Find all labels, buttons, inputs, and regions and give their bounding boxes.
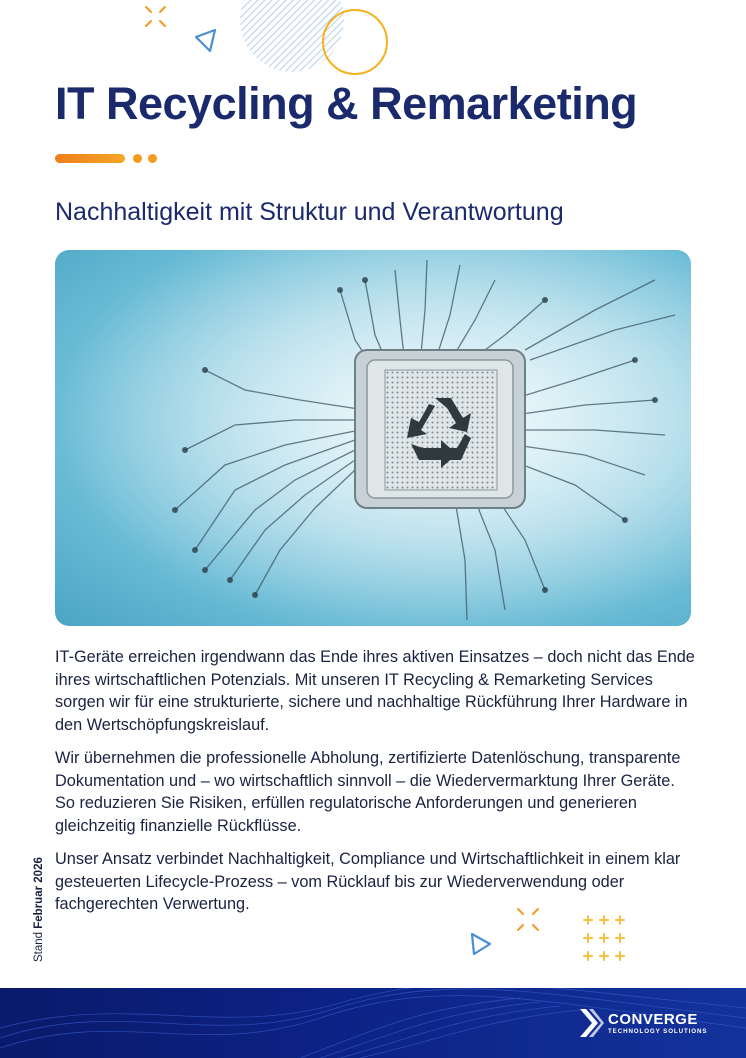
decorative-shapes-top [130, 0, 400, 80]
paragraph: IT-Geräte erreichen irgendwann das Ende ihres aktiven Einsatzes – doch nicht das Ende ihres wirtschaftlichen Potenzials. Mit unseren IT Recycling & Remarketing Services sorgen wir für eine strukturierte, sichere und nachhaltige Rückführung Ihrer Hardware in den Wertschöpfungskreislauf. [55, 648, 695, 734]
stand-date: Februar 2026 [33, 857, 45, 929]
converge-chevron-icon [578, 1006, 604, 1040]
hero-image [55, 250, 691, 626]
page-title: IT Recycling & Remarketing [55, 78, 638, 129]
sparkle-icon [146, 7, 165, 26]
stand-date-note [33, 857, 45, 962]
brand-tagline: TECHNOLOGY SOLUTIONS [608, 1028, 708, 1035]
accent-dot [148, 154, 157, 163]
circuit-board-illustration [55, 250, 691, 626]
play-triangle-icon [472, 934, 490, 954]
stand-label: Stand [33, 931, 45, 962]
paragraph: Unser Ansatz verbindet Nachhaltigkeit, Compliance und Wirtschaftlichkeit in einem klar gesteuerten Lifecycle-Prozess – vom Rücklauf bis zur Wiederverwendung oder fachgerechten Verwertung. [55, 850, 681, 913]
plus-grid-icon [584, 916, 624, 960]
triangle-outline-icon [196, 30, 215, 51]
page-subtitle: Nachhaltigkeit mit Struktur und Verantwortung [55, 198, 564, 226]
accent-bar [55, 154, 125, 163]
paragraph: Wir übernehmen die professionelle Abholung, zertifizierte Datenlöschung, transparente Dokumentation und – wo wirtschaftlich sinnvoll – die Wiedervermarktung Ihrer Geräte. So reduzieren Sie Risiken, erfüllen regulatorische Anforderungen und generieren gleichzeitig finanzielle Rückflüsse. [55, 749, 681, 835]
accent-dot [133, 154, 142, 163]
decorative-shapes-bottom [460, 900, 640, 970]
sparkle-icon [518, 909, 538, 930]
body-text [55, 646, 695, 927]
brand-name: CONVERGE [608, 1011, 698, 1028]
